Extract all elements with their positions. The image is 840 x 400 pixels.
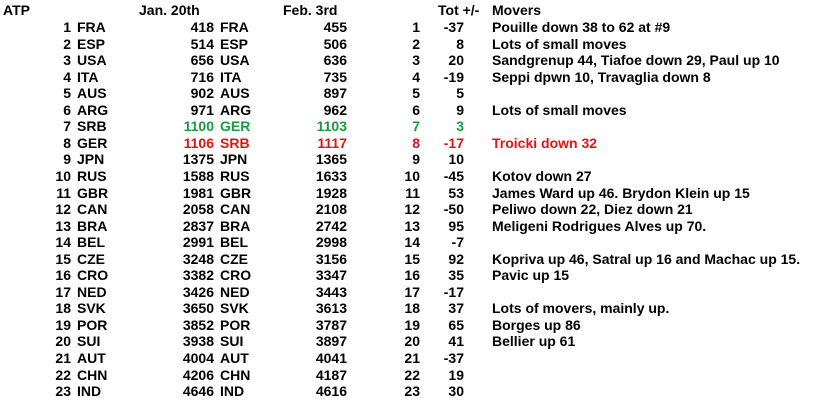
country-jan-cell: ARG xyxy=(77,101,109,118)
rank-feb-cell: 10 xyxy=(404,167,420,184)
movers-note-cell: Kopriva up 46, Satral up 16 and Machac up 15. xyxy=(492,250,801,267)
jan-value-cell: 2058 xyxy=(182,201,214,218)
table-row xyxy=(0,202,840,219)
total-change-cell: 37 xyxy=(448,300,464,317)
feb-value-cell: 735 xyxy=(323,68,347,85)
feb-value-cell: 2108 xyxy=(315,201,347,218)
total-change-cell: -19 xyxy=(443,68,464,85)
feb-value-cell: 3156 xyxy=(315,250,347,267)
feb-value-cell: 897 xyxy=(323,85,347,102)
country-feb-cell: GBR xyxy=(220,184,252,201)
country-feb-cell: ESP xyxy=(220,35,249,52)
total-change-cell: 8 xyxy=(456,35,464,52)
table-row xyxy=(0,318,840,335)
rank-jan-cell: 12 xyxy=(55,201,71,218)
rank-jan-cell: 23 xyxy=(55,383,71,400)
table-row xyxy=(0,252,840,269)
jan-value-cell: 1981 xyxy=(182,184,214,201)
rank-feb-cell: 21 xyxy=(404,350,420,366)
country-jan-cell: CAN xyxy=(77,201,108,218)
table-row xyxy=(0,351,840,368)
rank-feb-cell: 6 xyxy=(412,101,420,118)
rank-jan-cell: 14 xyxy=(55,234,71,251)
feb-value-cell: 1103 xyxy=(316,118,347,135)
country-feb-cell: RUS xyxy=(220,167,250,184)
table-row xyxy=(0,384,840,400)
country-feb-cell: AUT xyxy=(220,350,249,366)
column-header-total: Tot +/- xyxy=(438,2,480,18)
rank-feb-cell: 14 xyxy=(404,234,420,251)
rank-feb-cell: 4 xyxy=(412,68,420,85)
country-jan-cell: SUI xyxy=(77,333,101,350)
jan-value-cell: 3852 xyxy=(182,316,214,333)
total-change-cell: -37 xyxy=(443,19,464,35)
jan-value-cell: 418 xyxy=(190,19,214,35)
country-jan-cell: RUS xyxy=(77,167,107,184)
jan-value-cell: 3382 xyxy=(182,267,214,284)
movers-note-cell: Meligeni Rodrigues Alves up 70. xyxy=(492,217,707,234)
table-row xyxy=(0,334,840,351)
table-row xyxy=(0,368,840,385)
jan-value-cell: 3650 xyxy=(182,300,214,317)
table-row xyxy=(0,37,840,54)
feb-value-cell: 3613 xyxy=(315,300,347,317)
rank-jan-cell: 4 xyxy=(63,68,71,85)
feb-value-cell: 1928 xyxy=(315,184,347,201)
country-jan-cell: GER xyxy=(77,134,108,151)
table-row xyxy=(0,20,840,37)
jan-value-cell: 3938 xyxy=(182,333,214,350)
jan-value-cell: 1588 xyxy=(182,167,214,184)
country-jan-cell: BRA xyxy=(77,217,108,234)
total-change-cell: 95 xyxy=(448,217,464,234)
rank-feb-cell: 1 xyxy=(412,19,420,35)
total-change-cell: -7 xyxy=(451,234,464,251)
country-feb-cell: IND xyxy=(220,383,245,400)
rank-feb-cell: 8 xyxy=(412,134,420,151)
country-feb-cell: ARG xyxy=(220,101,252,118)
table-row xyxy=(0,268,840,285)
country-jan-cell: JPN xyxy=(77,151,105,168)
column-header-feb: Feb. 3rd xyxy=(283,2,338,18)
total-change-cell: 65 xyxy=(448,316,464,333)
rank-jan-cell: 6 xyxy=(63,101,71,118)
country-jan-cell: POR xyxy=(77,316,108,333)
movers-note-cell: Troicki down 32 xyxy=(492,134,598,151)
jan-value-cell: 514 xyxy=(190,35,214,52)
movers-note-cell: James Ward up 46. Brydon Klein up 15 xyxy=(492,184,750,201)
table-row xyxy=(0,219,840,236)
feb-value-cell: 1117 xyxy=(317,134,347,151)
country-feb-cell: ITA xyxy=(220,68,242,85)
country-feb-cell: AUS xyxy=(220,85,250,102)
jan-value-cell: 1106 xyxy=(183,134,214,151)
rank-jan-cell: 19 xyxy=(55,316,71,333)
rank-jan-cell: 22 xyxy=(55,366,71,383)
country-feb-cell: JPN xyxy=(220,151,248,168)
country-jan-cell: FRA xyxy=(77,19,106,35)
jan-value-cell: 4004 xyxy=(182,350,214,366)
feb-value-cell: 4616 xyxy=(315,383,347,400)
rank-feb-cell: 11 xyxy=(405,184,420,201)
movers-note-cell: Pavic up 15 xyxy=(492,267,570,284)
rank-jan-cell: 7 xyxy=(63,118,71,135)
rank-jan-cell: 9 xyxy=(63,151,71,168)
column-header-movers: Movers xyxy=(492,2,542,18)
rank-feb-cell: 19 xyxy=(404,316,420,333)
table-row xyxy=(0,86,840,103)
rank-feb-cell: 16 xyxy=(404,267,420,284)
country-jan-cell: CRO xyxy=(77,267,109,284)
feb-value-cell: 4187 xyxy=(315,366,347,383)
jan-value-cell: 716 xyxy=(190,68,214,85)
table-row xyxy=(0,103,840,120)
total-change-cell: 3 xyxy=(456,118,464,135)
rank-jan-cell: 5 xyxy=(63,85,71,102)
table-row xyxy=(0,119,840,136)
total-change-cell: 19 xyxy=(448,366,464,383)
rank-feb-cell: 13 xyxy=(404,217,420,234)
feb-value-cell: 1633 xyxy=(315,167,347,184)
country-feb-cell: BRA xyxy=(220,217,251,234)
rank-feb-cell: 7 xyxy=(412,118,420,135)
table-row xyxy=(0,186,840,203)
rank-feb-cell: 2 xyxy=(412,35,420,52)
rank-feb-cell: 17 xyxy=(404,283,420,300)
country-feb-cell: BEL xyxy=(220,234,248,251)
total-change-cell: 9 xyxy=(456,101,464,118)
total-change-cell: 30 xyxy=(448,383,464,400)
jan-value-cell: 971 xyxy=(190,101,214,118)
country-jan-cell: BEL xyxy=(77,234,105,251)
rank-jan-cell: 11 xyxy=(56,184,71,201)
total-change-cell: -45 xyxy=(443,167,464,184)
country-jan-cell: SRB xyxy=(77,118,107,135)
feb-value-cell: 1365 xyxy=(315,151,347,168)
country-jan-cell: AUS xyxy=(77,85,107,102)
table-row xyxy=(0,235,840,252)
table-row xyxy=(0,169,840,186)
rank-jan-cell: 15 xyxy=(55,250,71,267)
feb-value-cell: 3347 xyxy=(315,267,347,284)
total-change-cell: 92 xyxy=(448,250,464,267)
jan-value-cell: 4206 xyxy=(182,366,214,383)
total-change-cell: 35 xyxy=(448,267,464,284)
movers-note-cell: Lots of small moves xyxy=(492,35,627,52)
country-feb-cell: CAN xyxy=(220,201,251,218)
table-row xyxy=(0,152,840,169)
rank-feb-cell: 22 xyxy=(404,366,420,383)
country-feb-cell: CRO xyxy=(220,267,252,284)
rank-feb-cell: 5 xyxy=(412,85,420,102)
table-row xyxy=(0,53,840,70)
rank-jan-cell: 1 xyxy=(63,19,71,35)
feb-value-cell: 4041 xyxy=(315,350,347,366)
feb-value-cell: 455 xyxy=(323,19,347,35)
column-header-jan: Jan. 20th xyxy=(139,2,200,18)
country-feb-cell: SVK xyxy=(220,300,249,317)
country-jan-cell: GBR xyxy=(77,184,109,201)
jan-value-cell: 3426 xyxy=(182,283,214,300)
total-change-cell: -37 xyxy=(443,350,464,366)
country-jan-cell: AUT xyxy=(77,350,106,366)
feb-value-cell: 2998 xyxy=(315,234,347,251)
total-change-cell: 53 xyxy=(448,184,464,201)
table-row xyxy=(0,285,840,302)
country-jan-cell: IND xyxy=(77,383,102,400)
rank-jan-cell: 2 xyxy=(63,35,71,52)
jan-value-cell: 902 xyxy=(190,85,214,102)
movers-note-cell: Pouille down 38 to 62 at #9 xyxy=(492,19,671,35)
movers-note-cell: Lots of movers, mainly up. xyxy=(492,300,670,317)
country-feb-cell: USA xyxy=(220,52,250,69)
rank-jan-cell: 8 xyxy=(63,134,71,151)
feb-value-cell: 636 xyxy=(323,52,347,69)
rank-feb-cell: 20 xyxy=(404,333,420,350)
rank-feb-cell: 3 xyxy=(412,52,420,69)
feb-value-cell: 506 xyxy=(323,35,347,52)
feb-value-cell: 3897 xyxy=(315,333,347,350)
country-feb-cell: GER xyxy=(220,118,251,135)
total-change-cell: -50 xyxy=(443,201,464,218)
country-jan-cell: SVK xyxy=(77,300,106,317)
country-feb-cell: CZE xyxy=(220,250,248,267)
movers-note-cell: Peliwo down 22, Diez down 21 xyxy=(492,201,693,218)
sheet-title: ATP xyxy=(3,2,30,18)
rank-jan-cell: 17 xyxy=(55,283,71,300)
feb-value-cell: 962 xyxy=(323,101,347,118)
total-change-cell: -17 xyxy=(443,283,464,300)
country-feb-cell: SUI xyxy=(220,333,244,350)
rank-jan-cell: 21 xyxy=(55,350,71,366)
total-change-cell: 10 xyxy=(448,151,464,168)
total-change-cell: 5 xyxy=(456,85,464,102)
jan-value-cell: 3248 xyxy=(182,250,214,267)
total-change-cell: 41 xyxy=(448,333,464,350)
rank-jan-cell: 13 xyxy=(55,217,71,234)
jan-value-cell: 656 xyxy=(190,52,214,69)
rank-feb-cell: 12 xyxy=(404,201,420,218)
jan-value-cell: 1100 xyxy=(183,118,214,135)
movers-note-cell: Kotov down 27 xyxy=(492,167,592,184)
country-feb-cell: POR xyxy=(220,316,251,333)
rank-jan-cell: 3 xyxy=(63,52,71,69)
country-feb-cell: FRA xyxy=(220,19,249,35)
rank-feb-cell: 9 xyxy=(412,151,420,168)
movers-note-cell: Sandgrenup 44, Tiafoe down 29, Paul up 10 xyxy=(492,52,780,69)
country-jan-cell: NED xyxy=(77,283,107,300)
jan-value-cell: 1375 xyxy=(182,151,214,168)
table-row xyxy=(0,70,840,87)
feb-value-cell: 3787 xyxy=(315,316,347,333)
movers-note-cell: Borges up 86 xyxy=(492,316,581,333)
rank-feb-cell: 18 xyxy=(404,300,420,317)
rank-feb-cell: 23 xyxy=(404,383,420,400)
jan-value-cell: 4646 xyxy=(182,383,214,400)
movers-note-cell: Bellier up 61 xyxy=(492,333,576,350)
country-jan-cell: ITA xyxy=(77,68,99,85)
country-jan-cell: USA xyxy=(77,52,107,69)
feb-value-cell: 2742 xyxy=(315,217,347,234)
rank-jan-cell: 10 xyxy=(55,167,71,184)
movers-note-cell: Seppi dpwn 10, Travaglia down 8 xyxy=(492,68,711,85)
rank-jan-cell: 18 xyxy=(55,300,71,317)
jan-value-cell: 2837 xyxy=(182,217,214,234)
country-feb-cell: SRB xyxy=(220,134,250,151)
country-jan-cell: ESP xyxy=(77,35,106,52)
country-jan-cell: CZE xyxy=(77,250,105,267)
jan-value-cell: 2991 xyxy=(182,234,214,251)
table-row xyxy=(0,301,840,318)
rank-feb-cell: 15 xyxy=(404,250,420,267)
table-row xyxy=(0,136,840,153)
feb-value-cell: 3443 xyxy=(315,283,347,300)
country-jan-cell: CHN xyxy=(77,366,108,383)
total-change-cell: -17 xyxy=(443,134,464,151)
country-feb-cell: NED xyxy=(220,283,250,300)
rank-jan-cell: 20 xyxy=(55,333,71,350)
rank-jan-cell: 16 xyxy=(55,267,71,284)
country-feb-cell: CHN xyxy=(220,366,251,383)
total-change-cell: 20 xyxy=(448,52,464,69)
movers-note-cell: Lots of small moves xyxy=(492,101,627,118)
